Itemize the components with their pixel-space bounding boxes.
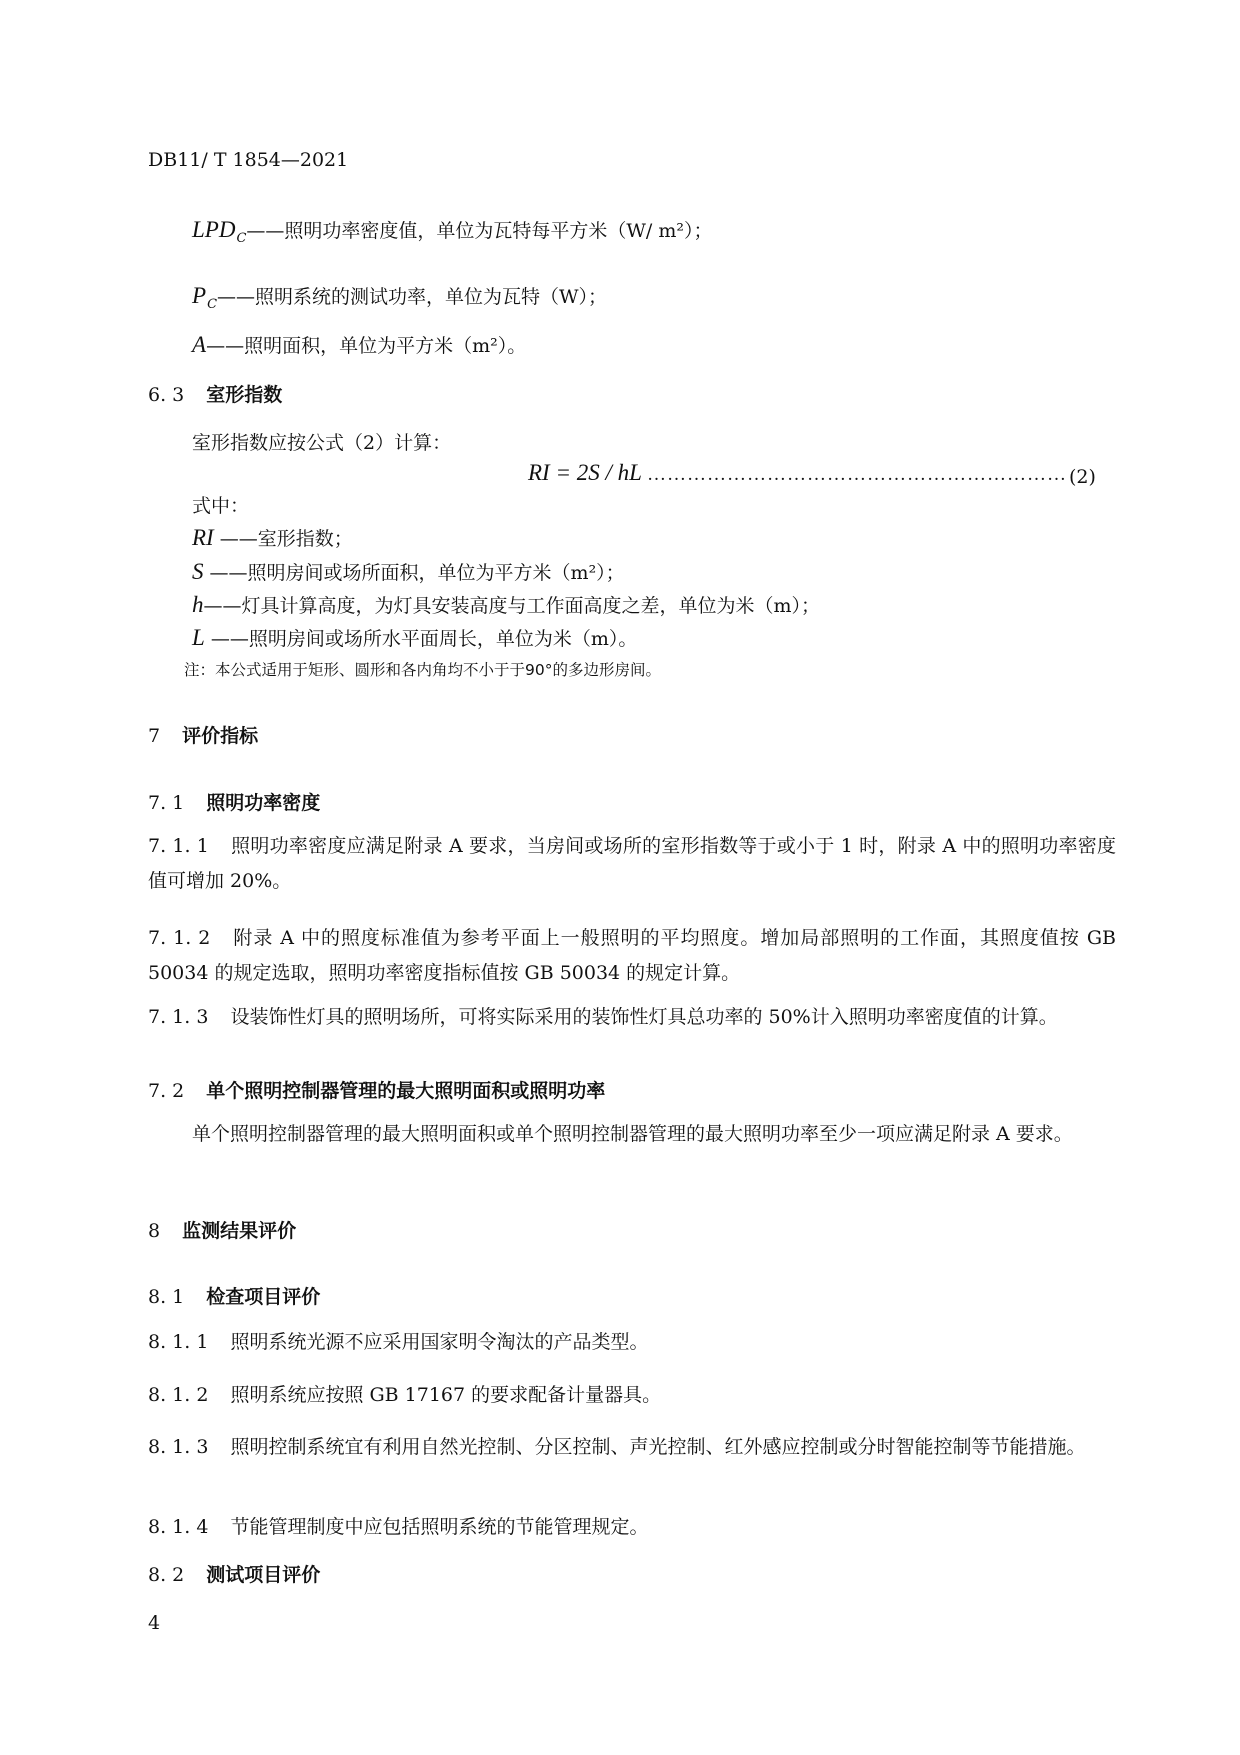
clause-number: 7. 1. 2	[148, 927, 211, 949]
clause-text: 设装饰性灯具的照明场所，可将实际采用的装饰性灯具总功率的 50%计入照明功率密度值的计算。	[230, 1006, 1058, 1028]
variable-description: ——照明房间或场所面积，单位为平方米（m²）；	[209, 562, 625, 584]
clause-text: 照明功率密度应满足附录 A 要求，当房间或场所的室形指数等于或小于 1 时，附录 A 中的照明功率密度值可增加 20%。	[148, 835, 1116, 892]
formula-line	[528, 460, 1067, 486]
variable-symbol: h	[192, 592, 204, 617]
clause-8-1-1	[148, 1325, 1116, 1360]
clause-text: 附录 A 中的照度标准值为参考平面上一般照明的平均照度。增加局部照明的工作面，其照度值按 GB 50034 的规定选取，照明功率密度指标值按 GB 50034 的规定计算。	[148, 927, 1116, 984]
chapter-8-heading	[148, 1219, 296, 1243]
clause-number: 8. 1. 4	[148, 1516, 209, 1538]
formula-leader-dots: ………………………………………………………	[647, 464, 1068, 485]
section-title: 室形指数	[206, 384, 283, 406]
section-7-2-heading	[148, 1079, 605, 1103]
clause-number: 8. 1. 1	[148, 1331, 209, 1353]
section-number: 8. 2	[148, 1564, 185, 1586]
formula-note: 注：本公式适用于矩形、圆形和各内角均不小于于90°的多边形房间。	[184, 661, 661, 679]
chapter-7-heading	[148, 724, 258, 748]
clause-7-1-1	[148, 829, 1116, 899]
section-title: 检查项目评价	[206, 1286, 321, 1308]
formula-intro: 室形指数应按公式（2）计算：	[192, 432, 452, 454]
where-label: 式中：	[192, 495, 250, 517]
clause-7-1-2	[148, 921, 1116, 991]
variable-l	[192, 626, 637, 651]
variable-symbol: S	[192, 559, 204, 584]
clause-8-1-3	[148, 1430, 1116, 1465]
clause-7-2-body: 单个照明控制器管理的最大照明面积或单个照明控制器管理的最大照明功率至少一项应满足附录 A 要求。	[192, 1123, 1073, 1145]
section-title: 测试项目评价	[206, 1564, 321, 1586]
variable-symbol: L	[192, 625, 205, 650]
variable-subscript: C	[207, 297, 218, 312]
chapter-number: 8	[148, 1220, 161, 1242]
chapter-number: 7	[148, 725, 161, 747]
variable-description: ——照明房间或场所水平面周长，单位为米（m）。	[210, 628, 638, 650]
clause-text: 照明系统光源不应采用国家明令淘汰的产品类型。	[230, 1331, 649, 1353]
variable-s	[192, 560, 625, 585]
clause-number: 7. 1. 3	[148, 1006, 209, 1028]
chapter-title: 监测结果评价	[182, 1220, 297, 1242]
clause-8-1-2	[148, 1378, 1116, 1413]
clause-number: 8. 1. 3	[148, 1436, 209, 1458]
chapter-title: 评价指标	[182, 725, 259, 747]
variable-h	[192, 593, 820, 618]
variable-description: ——照明面积，单位为平方米（m²）。	[206, 335, 527, 357]
clause-text: 节能管理制度中应包括照明系统的节能管理规定。	[230, 1516, 649, 1538]
variable-pc	[192, 284, 607, 317]
clause-number: 7. 1. 1	[148, 835, 209, 857]
page-number: 4	[148, 1612, 161, 1634]
section-8-2-heading	[148, 1563, 320, 1587]
variable-description: ——灯具计算高度，为灯具安装高度与工作面高度之差，单位为米（m）；	[203, 595, 821, 617]
equation-number: (2)	[1069, 466, 1096, 488]
standard-code-header: DB11/ T 1854—2021	[148, 149, 349, 171]
clause-text: 照明控制系统宜有利用自然光控制、分区控制、声光控制、红外感应控制或分时智能控制等节能措施。	[230, 1436, 1086, 1458]
variable-symbol: A	[192, 332, 207, 357]
section-number: 6. 3	[148, 384, 185, 406]
section-title: 照明功率密度	[206, 792, 321, 814]
variable-symbol: RI	[192, 525, 214, 550]
variable-description: ——照明系统的测试功率，单位为瓦特（W）；	[217, 286, 608, 308]
variable-description: ——室形指数；	[219, 528, 353, 550]
variable-symbol: LPD	[192, 217, 236, 242]
clause-8-1-4	[148, 1510, 1116, 1545]
variable-lpdc	[192, 218, 713, 251]
section-7-1-heading	[148, 791, 320, 815]
section-title: 单个照明控制器管理的最大照明面积或照明功率	[206, 1080, 606, 1102]
variable-symbol: P	[192, 283, 207, 308]
clause-7-1-3	[148, 1000, 1116, 1035]
variable-subscript: C	[236, 231, 247, 246]
clause-text: 照明系统应按照 GB 17167 的要求配备计量器具。	[230, 1384, 662, 1406]
clause-number: 8. 1. 2	[148, 1384, 209, 1406]
section-number: 8. 1	[148, 1286, 185, 1308]
section-number: 7. 1	[148, 792, 185, 814]
section-6-3-heading	[148, 383, 282, 407]
section-number: 7. 2	[148, 1080, 185, 1102]
variable-a	[192, 333, 526, 358]
formula-expression: RI = 2S / hL	[528, 460, 642, 485]
variable-description: ——照明功率密度值，单位为瓦特每平方米（W/ m²）；	[246, 220, 713, 242]
formula-ri	[528, 460, 642, 485]
section-8-1-heading	[148, 1285, 320, 1309]
variable-ri	[192, 526, 353, 551]
